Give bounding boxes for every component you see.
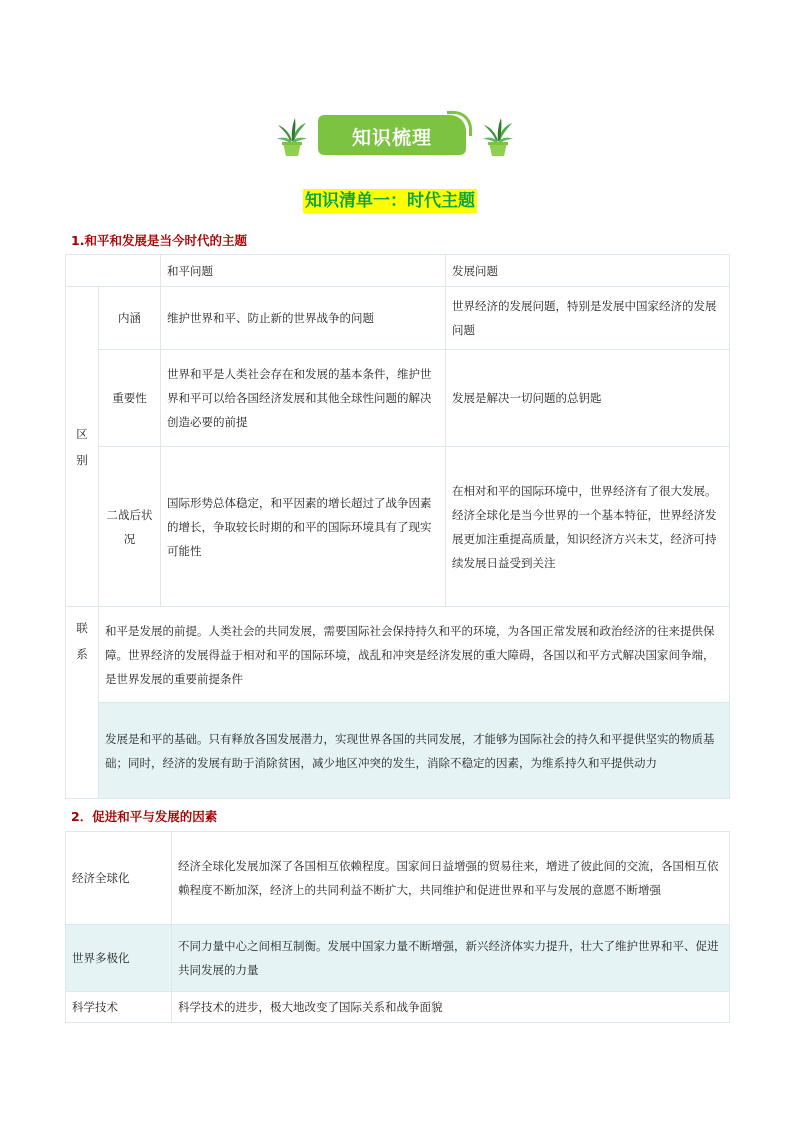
table-header-row — [66, 255, 730, 287]
factor-label: 经济全球化 — [66, 832, 172, 925]
potted-plant-icon — [482, 117, 514, 157]
section-banner — [274, 113, 520, 159]
peace-cell: 世界和平是人类社会存在和发展的基本条件，维护世界和平可以给各国经济发展和其他全球性问题的解决创造必要的前提 — [161, 350, 446, 447]
development-cell: 发展是解决一切问题的总钥匙 — [446, 350, 730, 447]
table-row — [66, 925, 730, 992]
group-label-link: 联 系 — [66, 607, 99, 799]
peace-development-table — [65, 254, 730, 799]
row-label: 重要性 — [99, 350, 161, 447]
potted-plant-icon — [276, 117, 308, 157]
factor-text: 不同力量中心之间相互制衡。发展中国家力量不断增强，新兴经济体实力提升，壮大了维护世界和平、促进共同发展的力量 — [172, 925, 730, 992]
section-title: 知识清单一：时代主题 — [305, 191, 475, 211]
peace-cell: 国际形势总体稳定，和平因素的增长超过了战争因素的增长，争取较长时期的和平的国际环境具有了现实可能性 — [161, 447, 446, 607]
table-corner-cell — [66, 255, 161, 287]
table-row — [66, 287, 730, 350]
column-header-peace: 和平问题 — [161, 255, 446, 287]
factor-text: 科学技术的进步，极大地改变了国际关系和战争面貌 — [172, 992, 730, 1023]
table-row — [66, 447, 730, 607]
development-cell: 世界经济的发展问题，特别是发展中国家经济的发展问题 — [446, 287, 730, 350]
factor-label: 科学技术 — [66, 992, 172, 1023]
group-label-distinction: 区 别 — [66, 287, 99, 607]
row-label: 二战后状况 — [99, 447, 161, 607]
table-row — [66, 607, 730, 703]
link-development-cell: 发展是和平的基础。只有释放各国发展潜力，实现世界各国的共同发展，才能够为国际社会的持久和平提供坚实的物质基础；同时，经济的发展有助于消除贫困，减少地区冲突的发生，消除不稳定的因素，为维系持久和平提供动力 — [99, 703, 730, 799]
table-row — [66, 703, 730, 799]
row-label: 内涵 — [99, 287, 161, 350]
heading-promoting-factors: 2．促进和平与发展的因素 — [71, 809, 218, 824]
factor-label: 世界多极化 — [66, 925, 172, 992]
table-row — [66, 832, 730, 925]
column-header-development: 发展问题 — [446, 255, 730, 287]
link-peace-cell: 和平是发展的前提。人类社会的共同发展，需要国际社会保持持久和平的环境，为各国正常发展和政治经济的往来提供保障。世界经济的发展得益于相对和平的国际环境，战乱和冲突是经济发展的重大障碍，各国以和平方式解决国家间争端，是世界发展的重要前提条件 — [99, 607, 730, 703]
peace-cell: 维护世界和平、防止新的世界战争的问题 — [161, 287, 446, 350]
factor-text: 经济全球化发展加深了各国相互依赖程度。国家间日益增强的贸易往来，增进了彼此间的交流，各国相互依赖程度不断加深，经济上的共同利益不断扩大，共同维护和促进世界和平与发展的意愿不断增强 — [172, 832, 730, 925]
heading-peace-development: 1.和平和发展是当今时代的主题 — [71, 233, 247, 248]
table-row — [66, 992, 730, 1023]
factors-table — [65, 831, 730, 1023]
banner-badge — [318, 115, 466, 155]
table-row — [66, 350, 730, 447]
banner-title: 知识梳理 — [351, 127, 432, 149]
development-cell: 在相对和平的国际环境中，世界经济有了很大发展。经济全球化是当今世界的一个基本特征，世界经济发展更加注重提高质量，知识经济方兴未艾，经济可持续发展日益受到关注 — [446, 447, 730, 607]
